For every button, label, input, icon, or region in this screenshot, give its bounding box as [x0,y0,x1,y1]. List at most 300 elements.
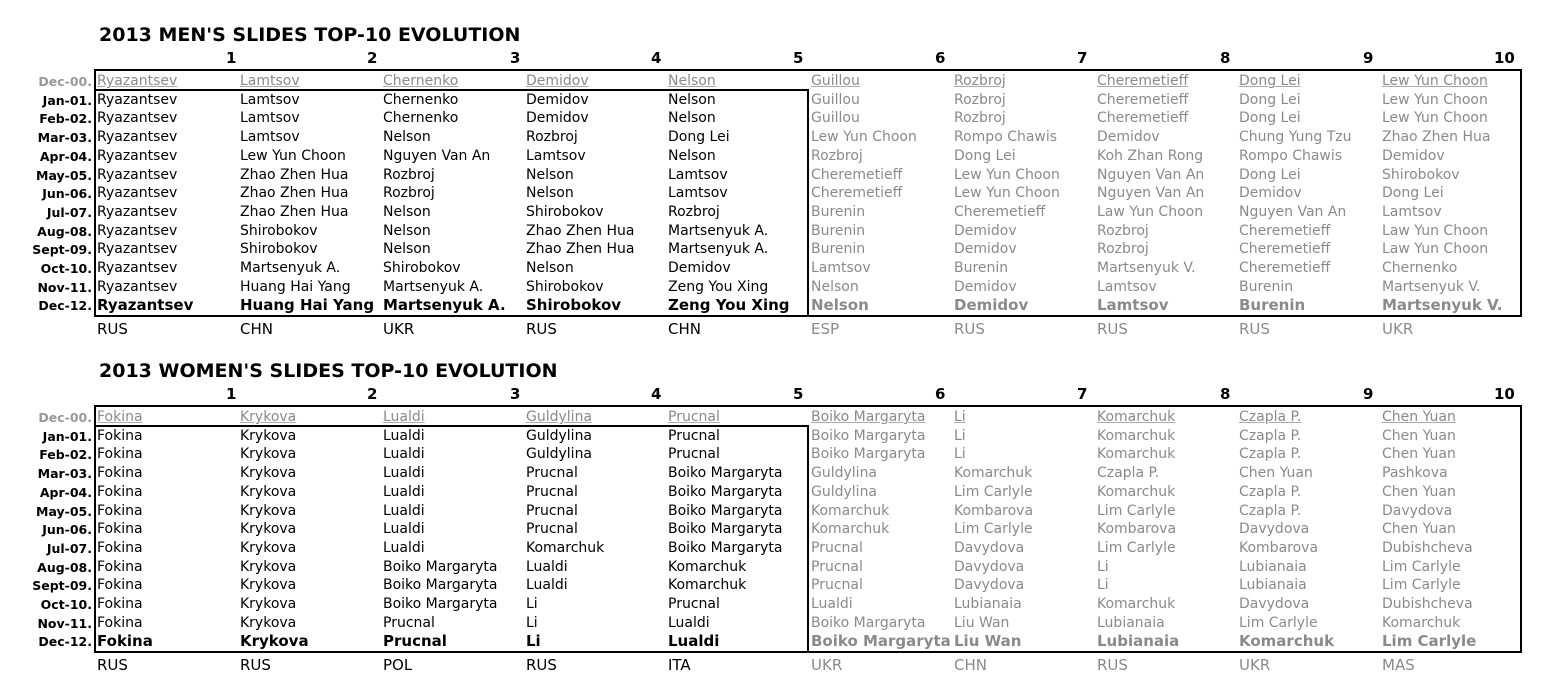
women-ranking-cell: Lim Carlyle [1097,502,1176,519]
men-ranking-cell: Demidov [526,110,589,127]
men-ranking-cell: Law Yun Choon [1382,241,1489,258]
women-ranking-cell: Kombarova [954,502,1034,519]
women-ranking-cell: Prucnal [526,483,578,500]
men-ranking-cell: Dong Lei [1239,91,1301,108]
men-ranking-cell: Demidov [668,260,731,276]
men-ranking-cell: Ryazantsev [97,241,178,258]
women-ranking-cell: Komarchuk [668,577,747,594]
women-ranking-cell: Krykova [240,614,297,631]
men-ranking-cell: Cheremetieff [1239,222,1331,239]
women-ranking-cell: Lim Carlyle [1382,577,1461,594]
women-ranking-cell: Pashkova [1382,465,1448,482]
women-row-label: May-05. [36,503,92,519]
women-ranking-cell: Lualdi [383,446,425,463]
men-ranking-cell: Rozbroj [954,73,1006,89]
men-ranking-cell: Zhao Zhen Hua [240,166,349,183]
women-ranking-cell: Lim Carlyle [1382,558,1461,575]
men-title: 2013 MEN'S SLIDES TOP-10 EVOLUTION [99,24,521,46]
women-ranking-cell: Lim Carlyle [954,521,1033,538]
men-row-label: Nov-11. [37,279,92,295]
men-nation-code: RUS [526,320,557,339]
women-ranking-cell: Lualdi [383,409,425,425]
women-ranking-cell: Dubishcheva [1382,596,1473,612]
women-ranking-cell: Davydova [1239,521,1310,538]
women-ranking-cell: Fokina [97,577,143,594]
men-ranking-cell: Lew Yun Choon [240,147,346,164]
men-ranking-cell: Zhao Zhen Hua [526,241,635,258]
women-ranking-cell: Fokina [97,521,143,538]
men-rank-header-7: 7 [1077,49,1088,67]
men-rank-header-2: 2 [367,49,378,67]
men-ranking-cell: Law Yun Choon [1382,222,1489,239]
women-ranking-cell: Lualdi [383,521,425,538]
women-ranking-cell: Fokina [97,502,143,519]
men-ranking-cell: Burenin [1239,296,1306,315]
women-ranking-cell: Komarchuk [811,521,890,538]
women-ranking-cell: Krykova [240,577,297,594]
women-ranking-cell: Komarchuk [1097,446,1176,463]
women-ranking-cell: Chen Yuan [1382,446,1456,463]
women-ranking-cell: Prucnal [811,577,863,594]
women-ranking-cell: Chen Yuan [1382,521,1456,538]
men-ranking-cell: Demidov [954,222,1017,239]
men-ranking-cell: Rozbroj [954,91,1006,108]
men-nation-code: RUS [97,320,128,339]
women-row-label: Jul-07. [46,540,92,556]
women-rank-header-2: 2 [367,385,378,403]
women-ranking-cell: Lubianaia [1097,614,1165,631]
women-nation-code: POL [383,656,413,675]
women-ranking-cell: Komarchuk [1097,596,1176,612]
men-ranking-cell: Demidov [526,73,589,89]
men-ranking-cell: Shirobokov [240,222,318,239]
women-nation-code: RUS [240,656,271,675]
women-ranking-cell: Krykova [240,521,297,538]
men-ranking-cell: Ryazantsev [97,166,178,183]
women-ranking-cell: Fokina [97,558,143,575]
men-ranking-cell: Burenin [1239,278,1294,295]
men-ranking-cell: Rozbroj [383,166,435,183]
men-ranking-cell: Chernenko [1382,260,1458,276]
women-ranking-cell: Boiko Margaryta [383,596,498,612]
men-ranking-cell: Lamtsov [668,185,728,202]
women-ranking-cell: Li [954,409,966,425]
women-ranking-cell: Guldylina [811,483,878,500]
women-ranking-cell: Fokina [97,539,143,556]
women-ranking-cell: Boiko Margaryta [811,427,926,444]
men-ranking-cell: Lew Yun Choon [811,129,917,146]
men-ranking-cell: Zeng You Xing [668,278,769,295]
women-row-label: Nov-11. [37,615,92,631]
men-ranking-cell: Dong Lei [1239,73,1301,89]
men-ranking-cell: Rozbroj [526,129,578,146]
women-ranking-cell: Prucnal [811,558,863,575]
women-rank-header-8: 8 [1220,385,1231,403]
women-rank-header-7: 7 [1077,385,1088,403]
men-ranking-cell: Martsenyuk A. [383,296,506,315]
women-ranking-cell: Lualdi [668,632,720,651]
men-rank-header-9: 9 [1363,49,1374,67]
women-ranking-cell: Krykova [240,632,309,651]
women-ranking-cell: Boiko Margaryta [668,539,783,556]
women-ranking-cell: Fokina [97,596,143,612]
women-ranking-cell: Fokina [97,409,143,425]
women-ranking-cell: Prucnal [383,632,447,651]
men-ranking-cell: Rozbroj [1097,241,1149,258]
men-ranking-cell: Guillou [811,73,860,89]
men-rank-header-5: 5 [793,49,804,67]
men-nation-code: ESP [811,320,840,339]
men-rank-header-6: 6 [935,49,946,67]
men-ranking-cell: Ryazantsev [97,203,178,220]
men-row-label: Dec-00. [38,74,92,89]
women-row-label: Jan-01. [42,428,92,444]
women-ranking-cell: Kombarova [1097,521,1177,538]
women-ranking-cell: Krykova [240,502,297,519]
women-ranking-cell: Czapla P. [1239,502,1302,519]
women-rank-header-6: 6 [935,385,946,403]
women-ranking-cell: Chen Yuan [1382,409,1456,425]
men-ranking-cell: Nelson [668,147,716,164]
women-ranking-cell: Komarchuk [1382,614,1461,631]
men-row-label: Feb-02. [39,111,92,127]
men-ranking-cell: Lew Yun Choon [1382,73,1488,89]
women-ranking-cell: Lim Carlyle [1382,632,1477,651]
women-ranking-cell: Czapla P. [1239,446,1302,463]
women-ranking-cell: Li [526,596,538,612]
men-ranking-cell: Ryazantsev [97,73,178,89]
men-ranking-cell: Lamtsov [526,147,586,164]
men-row-label: Jan-01. [42,92,92,108]
men-ranking-cell: Martsenyuk A. [668,222,769,239]
women-ranking-cell: Fokina [97,465,143,482]
women-rank-header-5: 5 [793,385,804,403]
men-rank-header-8: 8 [1220,49,1231,67]
men-ranking-cell: Ryazantsev [97,91,178,108]
women-ranking-cell: Krykova [240,596,297,612]
men-ranking-cell: Koh Zhan Rong [1097,147,1204,164]
men-ranking-cell: Zhao Zhen Hua [240,185,349,202]
women-ranking-cell: Dubishcheva [1382,539,1473,556]
men-ranking-cell: Guillou [811,110,860,127]
women-ranking-cell: Liu Wan [954,614,1010,631]
women-ranking-cell: Guldylina [811,465,878,482]
men-ranking-cell: Demidov [1382,147,1445,164]
women-row-label: Jun-06. [42,522,92,538]
women-ranking-cell: Krykova [240,446,297,463]
women-row-label: Sept-09. [32,578,92,594]
women-ranking-cell: Lim Carlyle [1097,539,1176,556]
men-ranking-cell: Huang Hai Yang [240,278,351,295]
men-ranking-cell: Nelson [811,296,869,315]
men-ranking-cell: Martsenyuk V. [1382,278,1481,295]
women-ranking-cell: Prucnal [668,596,720,612]
men-ranking-cell: Nelson [526,166,574,183]
women-ranking-cell: Lubianaia [1239,558,1307,575]
men-ranking-cell: Nelson [383,129,431,146]
women-ranking-cell: Lualdi [526,558,568,575]
men-nation-code: RUS [1239,320,1270,339]
women-ranking-cell: Fokina [97,446,143,463]
men-ranking-cell: Nelson [526,185,574,202]
men-ranking-cell: Ryazantsev [97,110,178,127]
women-ranking-cell: Davydova [954,577,1025,594]
men-ranking-cell: Nelson [526,260,574,276]
women-ranking-cell: Fokina [97,614,143,631]
women-ranking-cell: Li [954,446,966,463]
women-ranking-cell: Lubianaia [1239,577,1307,594]
men-ranking-cell: Lamtsov [811,260,871,276]
women-ranking-cell: Lualdi [383,427,425,444]
men-ranking-cell: Burenin [811,241,866,258]
men-row-label: Jun-06. [42,186,92,202]
women-ranking-cell: Boiko Margaryta [383,577,498,594]
men-ranking-cell: Nguyen Van An [1239,203,1347,220]
men-ranking-cell: Zhao Zhen Hua [1382,129,1491,146]
men-row-label: Aug-08. [37,223,92,239]
women-ranking-cell: Li [1097,577,1109,594]
women-ranking-cell: Prucnal [383,614,435,631]
women-ranking-cell: Fokina [97,427,143,444]
women-rank-header-3: 3 [510,385,521,403]
men-ranking-cell: Lamtsov [240,73,300,89]
men-nation-code: CHN [668,320,701,339]
men-ranking-cell: Cheremetieff [1239,260,1331,276]
men-ranking-cell: Rozbroj [1097,222,1149,239]
women-row-label: Feb-02. [39,447,92,463]
women-ranking-cell: Boiko Margaryta [811,614,926,631]
men-row-label: Sept-09. [32,242,92,258]
men-ranking-cell: Lew Yun Choon [954,166,1060,183]
men-ranking-cell: Chung Yung Tzu [1239,129,1352,146]
men-ranking-cell: Zhao Zhen Hua [526,222,635,239]
men-rank-header-10: 10 [1494,49,1515,67]
men-ranking-cell: Ryazantsev [97,260,178,276]
women-ranking-cell: Lim Carlyle [954,483,1033,500]
men-nation-code: UKR [383,320,415,339]
men-ranking-cell: Lamtsov [240,129,300,146]
women-ranking-cell: Lualdi [383,465,425,482]
men-ranking-cell: Ryazantsev [97,222,178,239]
women-nation-code: RUS [97,656,128,675]
men-ranking-cell: Cheremetieff [1097,91,1189,108]
women-ranking-cell: Liu Wan [954,632,1022,651]
men-ranking-cell: Nelson [383,222,431,239]
men-ranking-cell: Dong Lei [1382,185,1444,202]
women-rank-header-9: 9 [1363,385,1374,403]
women-ranking-cell: Davydova [954,558,1025,575]
women-ranking-cell: Davydova [1239,596,1310,612]
men-ranking-cell: Dong Lei [1239,110,1301,127]
men-ranking-cell: Burenin [811,203,866,220]
men-ranking-cell: Dong Lei [954,147,1016,164]
men-row-label: Apr-04. [39,148,92,164]
women-rank-header-4: 4 [651,385,662,403]
men-ranking-cell: Shirobokov [383,260,461,276]
men-ranking-cell: Martsenyuk V. [1382,296,1503,315]
women-ranking-cell: Komarchuk [954,465,1033,482]
men-row-label: Jul-07. [46,204,92,220]
women-ranking-cell: Krykova [240,465,297,482]
women-ranking-cell: Davydova [954,539,1025,556]
men-ranking-cell: Shirobokov [1382,166,1460,183]
women-ranking-cell: Davydova [1382,502,1453,519]
men-ranking-cell: Demidov [954,296,1029,315]
women-ranking-cell: Boiko Margaryta [668,465,783,482]
men-ranking-cell: Lamtsov [668,166,728,183]
women-ranking-cell: Guldylina [526,427,593,444]
men-ranking-cell: Cheremetieff [1097,110,1189,127]
women-nation-code: RUS [526,656,557,675]
women-ranking-cell: Boiko Margaryta [811,446,926,463]
men-ranking-cell: Nguyen Van An [383,147,491,164]
men-row-label: Dec-12. [38,298,92,314]
women-ranking-cell: Prucnal [811,539,863,556]
women-ranking-cell: Kombarova [1239,539,1319,556]
men-ranking-cell: Chernenko [383,110,459,127]
women-ranking-cell: Prucnal [668,427,720,444]
men-ranking-cell: Ryazantsev [97,185,178,202]
men-rank-header-1: 1 [226,49,237,67]
men-rank-header-3: 3 [510,49,521,67]
women-rank-header-10: 10 [1494,385,1515,403]
men-ranking-cell: Rompo Chawis [954,129,1058,146]
men-ranking-cell: Shirobokov [526,296,622,315]
women-ranking-cell: Czapla P. [1239,409,1302,425]
women-ranking-cell: Fokina [97,632,153,651]
women-row-label: Apr-04. [39,484,92,500]
men-ranking-cell: Dong Lei [668,129,730,146]
women-ranking-cell: Czapla P. [1239,483,1302,500]
men-ranking-cell: Martsenyuk A. [668,241,769,258]
men-ranking-cell: Rozbroj [383,185,435,202]
men-ranking-cell: Cheremetieff [811,185,903,202]
women-ranking-cell: Boiko Margaryta [811,632,951,651]
men-ranking-cell: Guillou [811,91,860,108]
men-top10-section [0,24,1544,339]
men-nation-code: CHN [240,320,273,339]
men-ranking-cell: Shirobokov [526,203,604,220]
men-ranking-cell: Rozbroj [668,203,720,220]
women-ranking-cell: Lualdi [383,502,425,519]
men-ranking-cell: Nelson [668,110,716,127]
women-ranking-cell: Lim Carlyle [1239,614,1318,631]
men-ranking-cell: Ryazantsev [97,296,194,315]
women-ranking-cell: Krykova [240,427,297,444]
women-ranking-cell: Chen Yuan [1239,465,1313,482]
women-ranking-cell: Lualdi [383,539,425,556]
women-ranking-cell: Fokina [97,483,143,500]
men-ranking-cell: Lamtsov [240,91,300,108]
women-ranking-cell: Boiko Margaryta [383,558,498,575]
women-row-label: Dec-00. [38,410,92,425]
men-ranking-cell: Chernenko [383,91,459,108]
women-ranking-cell: Komarchuk [811,502,890,519]
women-nation-code: ITA [668,656,691,675]
women-nation-code: MAS [1382,656,1415,675]
women-ranking-cell: Boiko Margaryta [668,483,783,500]
men-ranking-cell: Nelson [811,278,859,295]
women-ranking-cell: Prucnal [668,446,720,463]
women-rank-header-1: 1 [226,385,237,403]
women-ranking-cell: Komarchuk [1097,409,1176,425]
men-ranking-cell: Dong Lei [1239,166,1301,183]
women-ranking-cell: Li [526,632,541,651]
women-ranking-cell: Li [954,427,966,444]
men-ranking-cell: Demidov [526,91,589,108]
women-ranking-cell: Guldylina [526,446,593,463]
women-row-label: Dec-12. [38,634,92,650]
women-ranking-cell: Lubianaia [1097,632,1180,651]
men-ranking-cell: Rozbroj [954,110,1006,127]
men-ranking-cell: Lew Yun Choon [1382,91,1488,108]
women-ranking-cell: Chen Yuan [1382,427,1456,444]
women-ranking-cell: Komarchuk [1097,427,1176,444]
men-ranking-cell: Nelson [668,91,716,108]
men-row-label: Mar-03. [37,130,92,146]
women-nation-code: CHN [954,656,987,675]
men-row-label: May-05. [36,167,92,183]
men-ranking-cell: Nguyen Van An [1097,166,1205,183]
men-ranking-cell: Zhao Zhen Hua [240,203,349,220]
women-ranking-cell: Komarchuk [526,539,605,556]
men-ranking-cell: Cheremetieff [1097,73,1189,89]
men-ranking-cell: Rozbroj [811,147,863,164]
women-ranking-cell: Li [526,614,538,631]
women-nation-code: RUS [1097,656,1128,675]
men-ranking-cell: Martsenyuk A. [240,260,341,276]
women-ranking-cell: Komarchuk [1097,483,1176,500]
women-ranking-cell: Lualdi [668,614,710,631]
men-ranking-cell: Lamtsov [1382,203,1442,220]
men-ranking-cell: Law Yun Choon [1097,203,1204,220]
men-nation-code: UKR [1382,320,1414,339]
men-ranking-cell: Lew Yun Choon [1382,110,1488,127]
women-nation-code: UKR [1239,656,1271,675]
women-ranking-cell: Prucnal [526,502,578,519]
men-ranking-cell: Demidov [1097,129,1160,146]
women-ranking-cell: Prucnal [526,465,578,482]
men-nation-code: RUS [1097,320,1128,339]
men-ranking-cell: Demidov [954,241,1017,258]
men-rank-header-4: 4 [651,49,662,67]
women-ranking-cell: Li [1097,558,1109,575]
men-ranking-cell: Martsenyuk V. [1097,260,1196,276]
men-ranking-cell: Lew Yun Choon [954,185,1060,202]
men-ranking-cell: Demidov [954,278,1017,295]
men-ranking-cell: Nelson [668,73,716,89]
men-ranking-cell: Cheremetieff [1239,241,1331,258]
women-ranking-cell: Boiko Margaryta [811,409,926,425]
men-ranking-cell: Martsenyuk A. [383,278,484,295]
women-ranking-cell: Lualdi [811,596,853,612]
women-ranking-cell: Czapla P. [1239,427,1302,444]
men-ranking-cell: Cheremetieff [811,166,903,183]
women-ranking-cell: Komarchuk [1239,632,1335,651]
men-ranking-cell: Ryazantsev [97,129,178,146]
women-ranking-cell: Czapla P. [1097,465,1160,482]
men-ranking-cell: Cheremetieff [954,203,1046,220]
women-row-label: Oct-10. [40,597,92,612]
men-ranking-cell: Shirobokov [240,241,318,258]
men-ranking-cell: Lamtsov [240,110,300,127]
women-ranking-cell: Boiko Margaryta [668,502,783,519]
women-title: 2013 WOMEN'S SLIDES TOP-10 EVOLUTION [99,360,558,382]
women-nation-code: UKR [811,656,843,675]
men-ranking-cell: Demidov [1239,185,1302,202]
men-ranking-cell: Ryazantsev [97,147,178,164]
women-ranking-cell: Boiko Margaryta [668,521,783,538]
